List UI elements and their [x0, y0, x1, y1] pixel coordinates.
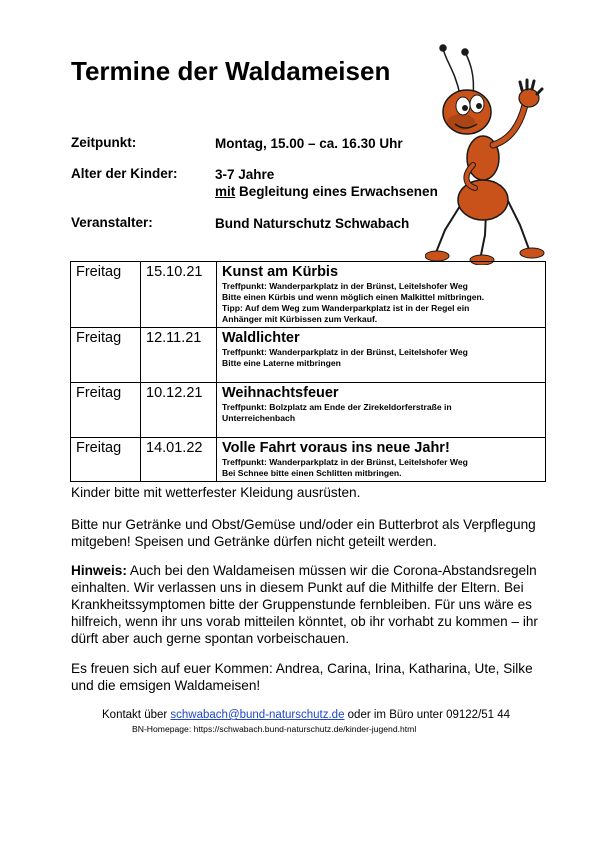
hinweis-label: Hinweis: [71, 563, 127, 578]
event-detail-line: Treffpunkt: Wanderparkplatz in der Brünst, Leitelshofer Weg [222, 457, 468, 467]
event-day: Freitag [71, 328, 141, 383]
contact-prefix: Kontakt über [102, 709, 171, 721]
alter-value [215, 166, 438, 200]
event-detail-line: Tipp: Auf dem Weg zum Wanderparkplatz ist in der Regel ein [222, 303, 470, 313]
zeitpunkt-label: Zeitpunkt: [71, 135, 137, 150]
email-link[interactable]: schwabach@bund-naturschutz.de [170, 709, 345, 721]
event-detail-line: Bei Schnee bitte einen Schlitten mitbringen. [222, 468, 402, 478]
zeitpunkt-value: Montag, 15.00 – ca. 16.30 Uhr [215, 136, 403, 151]
event-date: 14.01.22 [141, 438, 217, 482]
alter-label: Alter der Kinder: [71, 166, 178, 181]
event-spacer [222, 424, 541, 435]
alter-note-underlined: mit [215, 184, 236, 199]
waving-ant-illustration [425, 40, 560, 265]
event-detail-line: Unterreichenbach [222, 413, 296, 423]
event-detail-line: Treffpunkt: Wanderparkplatz in der Brünst, Leitelshofer Weg [222, 281, 468, 291]
event-detail-line: Bitte einen Kürbis und wenn möglich einen Malkittel mitbringen. [222, 292, 485, 302]
event-details [217, 328, 546, 383]
food-note: Bitte nur Getränke und Obst/Gemüse und/oder ein Butterbrot als Verpflegung mitgeben! Speisen und Getränke dürfen nicht geteilt werden. [71, 517, 536, 549]
event-spacer [222, 369, 541, 380]
event-details [217, 383, 546, 438]
event-title: Waldlichter [222, 330, 300, 346]
table-row [71, 438, 546, 482]
event-date: 12.11.21 [141, 328, 217, 383]
contact-suffix: oder im Büro unter 09122/51 44 [344, 709, 511, 721]
event-title: Kunst am Kürbis [222, 264, 339, 280]
homepage-line: BN-Homepage: https://schwabach.bund-naturschutz.de/kinder-jugend.html [132, 724, 417, 734]
event-detail-line: Treffpunkt: Bolzplatz am Ende der Zirekeldorferstraße in [222, 402, 452, 412]
event-title: Volle Fahrt voraus ins neue Jahr! [222, 440, 450, 456]
alter-note-rest: Begleitung eines Erwachsenen [235, 184, 438, 199]
hinweis-paragraph [71, 562, 551, 647]
event-day: Freitag [71, 383, 141, 438]
clothing-note: Kinder bitte mit wetterfester Kleidung ausrüsten. [71, 485, 361, 500]
alter-age-range: 3-7 Jahre [215, 167, 275, 182]
table-row [71, 383, 546, 438]
page-title: Termine der Waldameisen [71, 56, 391, 86]
event-detail-line: Anhänger mit Kürbissen zum Verkauf. [222, 314, 378, 324]
table-row [71, 262, 546, 328]
event-date: 10.12.21 [141, 383, 217, 438]
event-day: Freitag [71, 438, 141, 482]
veranstalter-label: Veranstalter: [71, 215, 153, 230]
closing-paragraph: Es freuen sich auf euer Kommen: Andrea, Carina, Irina, Katharina, Ute, Silke und die emsigen Waldameisen! [71, 661, 533, 693]
event-date: 15.10.21 [141, 262, 217, 328]
hinweis-text: Auch bei den Waldameisen müssen wir die Corona-Abstandsregeln einhalten. Wir verlassen uns in diesem Punkt auf die Mithilfe der Eltern. Bei Krankheitssymptomen bitte der Gruppenstunde fernbleiben. Für uns wäre es hilfreich, wenn ihr uns vorab mitteilen könntet, ob ihr vorhabt zu kommen – ihr dürft aber auch gerne spontan vorbeischauen. [71, 563, 538, 646]
event-title: Weihnachtsfeuer [222, 385, 339, 401]
event-day: Freitag [71, 262, 141, 328]
events-table [70, 261, 546, 482]
contact-line [102, 709, 510, 721]
table-row [71, 328, 546, 383]
event-details [217, 438, 546, 482]
event-detail-line: Bitte eine Laterne mitbringen [222, 358, 341, 368]
event-detail-line: Treffpunkt: Wanderparkplatz in der Brünst, Leitelshofer Weg [222, 347, 468, 357]
veranstalter-value: Bund Naturschutz Schwabach [215, 216, 410, 231]
event-details [217, 262, 546, 328]
